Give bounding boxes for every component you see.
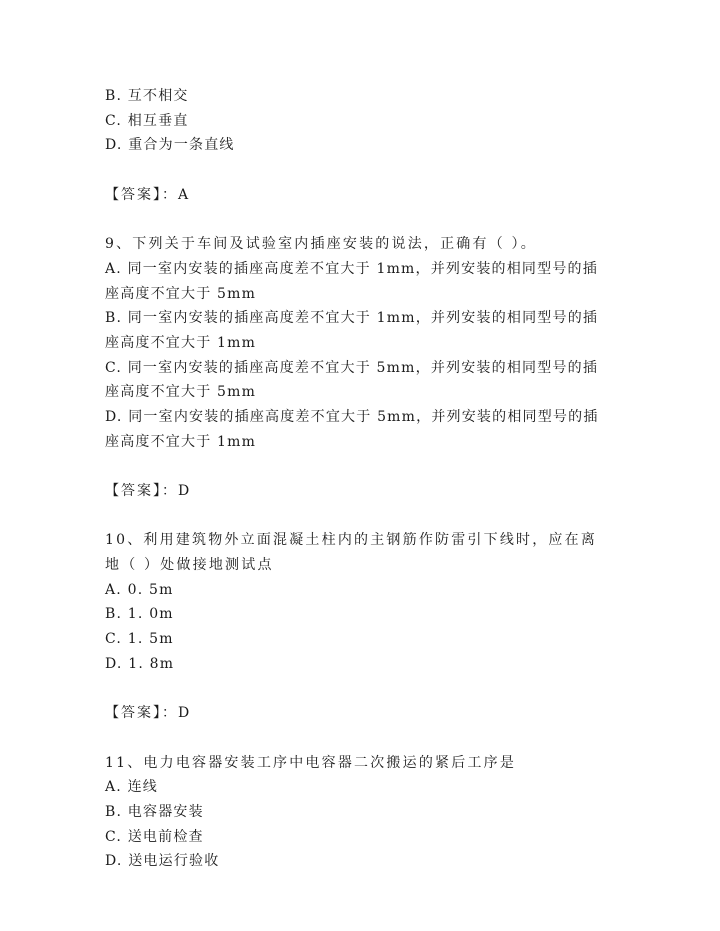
q9-option-b-cont: 座高度不宜大于 1mm — [105, 334, 257, 351]
q11-option-c: C. 送电前检查 — [105, 828, 204, 845]
q10-option-b: B. 1. 0m — [105, 606, 174, 623]
q10-answer: 【答案】：D — [105, 705, 192, 722]
q9-option-d-cont: 座高度不宜大于 1mm — [105, 433, 257, 450]
q11-question: 11、电力电容器安装工序中电容器二次搬运的紧后工序是 — [105, 754, 517, 771]
q8-answer: 【答案】：A — [105, 186, 191, 203]
q9-option-c-cont: 座高度不宜大于 5mm — [105, 384, 257, 401]
spacer — [105, 504, 625, 529]
q8-option-b: B. 互不相交 — [105, 88, 189, 104]
q11-option-a: A. 连线 — [105, 779, 159, 796]
q10-option-a: A. 0. 5m — [105, 581, 174, 598]
q11-option-b: B. 电容器安装 — [105, 803, 204, 820]
document-page — [105, 84, 625, 874]
q9-option-b: B. 同一室内安装的插座高度差不宜大于 1mm，并列安装的相同型号的插 — [105, 310, 599, 327]
q8-option-d: D. 重合为一条直线 — [105, 137, 235, 154]
spacer — [105, 726, 625, 751]
q9-question: 9、下列关于车间及试验室内插座安装的说法，正确有（ ）。 — [105, 236, 537, 253]
q11-option-d: D. 送电运行验收 — [105, 853, 220, 870]
spacer — [105, 207, 625, 232]
q10-question-cont: 地（ ）处做接地测试点 — [105, 557, 274, 574]
spacer — [105, 454, 625, 479]
q10-option-c: C. 1. 5m — [105, 631, 174, 648]
q8-option-c: C. 相互垂直 — [105, 112, 189, 129]
q9-answer: 【答案】：D — [105, 483, 192, 499]
spacer — [105, 158, 625, 183]
q9-option-a: A. 同一室内安装的插座高度差不宜大于 1mm，并列安装的相同型号的插 — [105, 260, 598, 277]
q9-option-c: C. 同一室内安装的插座高度差不宜大于 5mm，并列安装的相同型号的插 — [105, 359, 599, 376]
q9-option-a-cont: 座高度不宜大于 5mm — [105, 285, 257, 302]
q10-option-d: D. 1. 8m — [105, 655, 175, 672]
spacer — [105, 677, 625, 702]
q10-question: 10、利用建筑物外立面混凝土柱内的主钢筋作防雷引下线时，应在离 — [105, 532, 598, 549]
q9-option-d: D. 同一室内安装的插座高度差不宜大于 5mm，并列安装的相同型号的插 — [105, 408, 599, 425]
